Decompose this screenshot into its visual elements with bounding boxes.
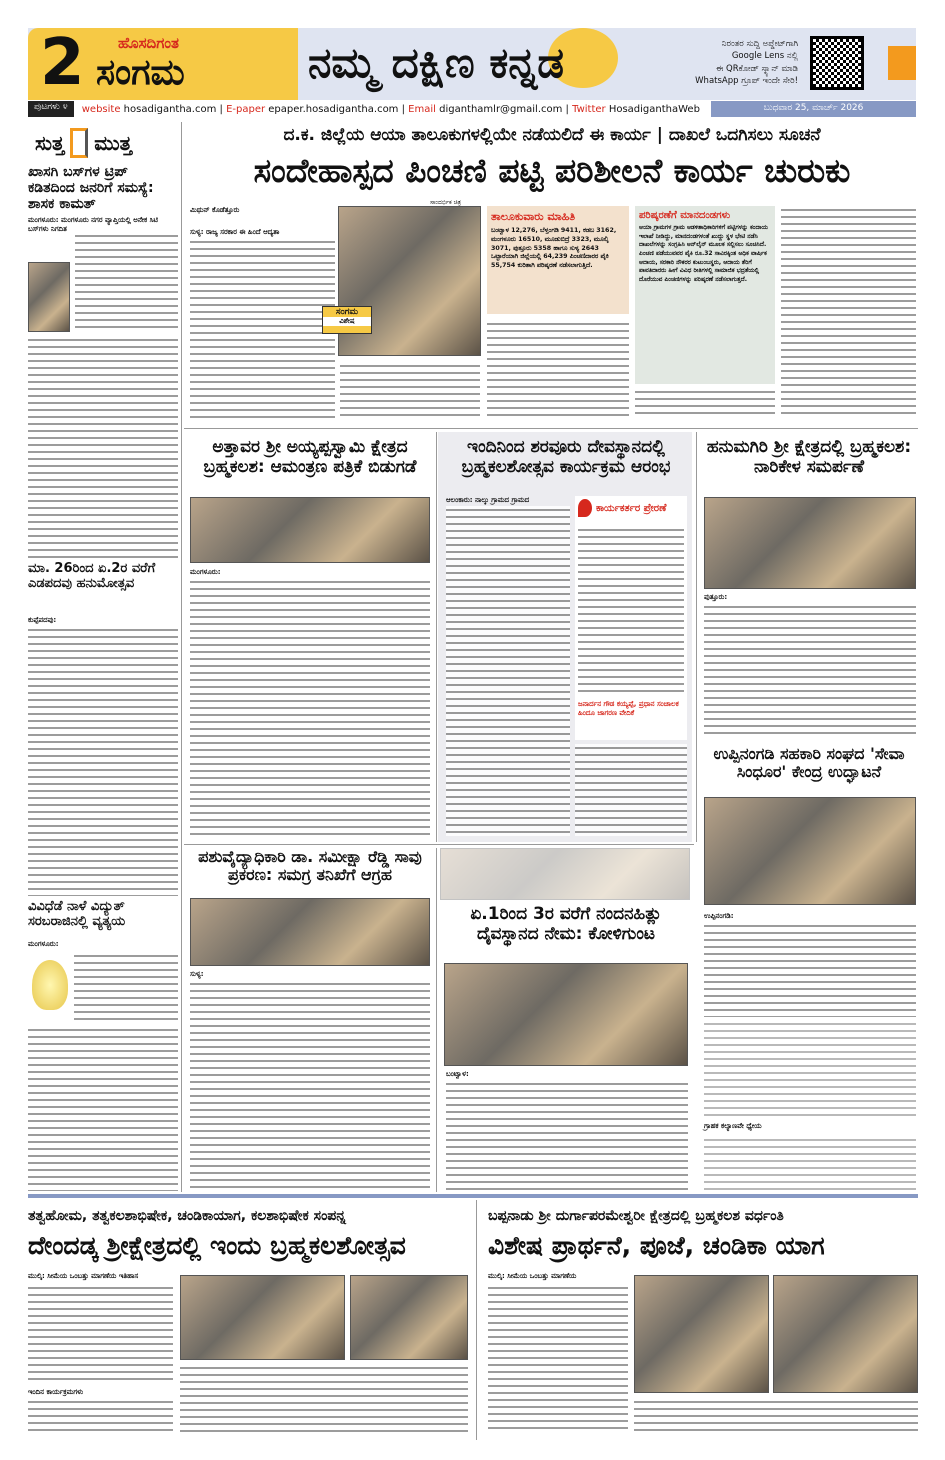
byline: ಮಿಥುನ್ ಕೊಡೆತ್ತೂರು	[190, 206, 240, 214]
headline: ವಿವಿಧೆಡೆ ನಾಳೆ ವಿದ್ಯುತ್ ಸರಬರಾಜಿನಲ್ಲಿ ವ್ಯತ್ಯಯ	[28, 899, 126, 929]
headline: ಪಶುವೈದ್ಯಾಧಿಕಾರಿ ಡಾ. ಸಮೀಕ್ಷಾ ರೆಡ್ಡಿ ಸಾವು ಪ್ರಕರಣ: ಸಮಗ್ರ ತನಿಖೆಗೆ ಆಗ್ರಹ	[198, 847, 422, 885]
column-title: ಸುತ್ತ ಮುತ್ತ	[35, 128, 132, 158]
brand-logo: ಹೊಸದಿಗಂತ	[118, 34, 179, 52]
window-icon	[70, 128, 88, 158]
qr-code[interactable]	[810, 36, 864, 90]
headline: ಉಪ್ಪಿನಂಗಡಿ ಸಹಕಾರಿ ಸಂಘದ 'ಸೇವಾ ಸಿಂಧೂರ' ಕೇಂದ್ರ ಉದ್ಘಾಟನೆ	[713, 744, 905, 782]
bappanadu-photo-2	[773, 1275, 918, 1393]
headline: ದೇಂದಡ್ಕ ಶ್ರೀಕ್ಷೇತ್ರದಲ್ಲಿ ಇಂದು ಬ್ರಹ್ಮಕಲಶೋತ್ಸವ	[28, 1231, 406, 1260]
page-number: 2	[40, 26, 85, 100]
inset-box: ಕಾರ್ಯಕರ್ತರ ಪ್ರೇರಣೆ ಜನಾರ್ದನ ಗೌಡ ಕಯ್ಯಪ್ಪೆ, ಪ್ರಧಾನ ಸಂಚಾಲಕ ಹಿಂದೂ ಜಾಗರಣ ವೇದಿಕೆ	[575, 496, 687, 740]
daivasthana-photo	[444, 963, 688, 1066]
drop-icon	[578, 499, 592, 517]
dendadka-photo-2	[350, 1275, 468, 1360]
headline-kicker: ಬಪ್ಪನಾಡು ಶ್ರೀ ದುರ್ಗಾಪರಮೇಶ್ವರೀ ಕ್ಷೇತ್ರದಲ್ಲಿ ಬ್ರಹ್ಮಕಲಶ ವರ್ಧಂತಿ	[488, 1208, 784, 1224]
bulb-icon	[32, 960, 68, 1010]
headline: ಮಾ. 26ರಿಂದ ಏ.2ರ ವರೆಗೆ ಎಡಪದವು ಹನುಮೋತ್ಸವ	[28, 561, 156, 591]
twitter-link[interactable]: HosadiganthaWeb	[608, 103, 700, 115]
lead-kicker: ದ.ಕ. ಜಿಲ್ಲೆಯ ಆಯಾ ತಾಲೂಕುಗಳಲ್ಲಿಯೇ ನಡೆಯಲಿದೆ ಈ ಕಾರ್ಯ | ದಾಖಲೆ ಒದಗಿಸಲು ಸೂಚನೆ	[283, 125, 821, 145]
headline: ಏ.1ರಿಂದ 3ರ ವರೆಗೆ ನಂದನಹಿತ್ಲು ದೈವಸ್ಥಾನದ ನೇಮ: ಕೋಳಿಗುಂಟ	[470, 904, 662, 944]
page-title: ನಮ್ಮ ದಕ್ಷಿಣ ಕನ್ನಡ	[308, 38, 565, 87]
invitation-release-photo	[190, 497, 430, 563]
info-strip: ಪುಟಗಳು ೪ website hosadigantha.com | E-paper epaper.hosadigantha.com | Email diganthamlr@gmail.com | Twitter HosadiganthaWeb ಬುಧವಾರ 25, ಮಾರ್ಚ್ 2026	[28, 101, 916, 117]
protest-photo	[190, 898, 430, 966]
masthead	[28, 28, 916, 100]
headline-kicker: ತತ್ವಹೋಮ, ತತ್ವಕಲಶಾಭಿಷೇಕ, ಚಂಡಿಕಾಯಾಗ, ಕಲಶಾಭಿಷೇಕ ಸಂಪನ್ನ	[28, 1208, 346, 1224]
headline: ಹನುಮಗಿರಿ ಶ್ರೀ ಕ್ಷೇತ್ರದಲ್ಲಿ ಬ್ರಹ್ಮಕಲಶ: ನಾರಿಕೇಳ ಸಮರ್ಪಣೆ	[706, 437, 912, 477]
headline: ಇಂದಿನಿಂದ ಶರವೂರು ದೇವಸ್ಥಾನದಲ್ಲಿ ಬ್ರಹ್ಮಕಲಶೋತ್ಸವ ಕಾರ್ಯಕ್ರಮ ಆರಂಭ	[461, 437, 671, 477]
section-name: ಸಂಗಮ	[96, 52, 185, 93]
taluk-info-box: ತಾಲೂಕುವಾರು ಮಾಹಿತಿ ಬಂಟ್ವಾಳ 12,276, ಬೆಳ್ತಂಗಡಿ 9411, ಕಡಬ 3162, ಮಂಗಳೂರು 16510, ಮೂಡುಬಿದ್ರೆ 3323, ಮೂಲ್ಕಿ 3071, ಪುತ್ತೂರು 5358 ಹಾಗೂ ಸುಳ್ಯ 2643 ಒಟ್ಟಾರೆಯಾಗಿ ಜಿಲ್ಲೆಯಲ್ಲಿ 64,239 ಪಿಂಚಣಿದಾರರ ಪೈಕಿ 55,754 ಕುರಿತಾಗಿ ಪರಿಷ್ಕರಣೆ ನಡೆಸಲಾಗುತ್ತಿದೆ.	[487, 206, 629, 314]
website-link[interactable]: hosadigantha.com	[123, 103, 217, 115]
qr-note: ನಿರಂತರ ಸುದ್ದಿ ಅಪ್ಡೇಟ್‌ಗಾಗಿ Google Lens ನಲ್ಲಿ ಈ QRಕೋಡ್ ಸ್ಕ್ಯಾನ್ ಮಾಡಿ WhatsApp ಗ್ರೂಪ್ ಇಂದೇ ಸೇರಿ!	[695, 39, 798, 86]
lead-headline: ಸಂದೇಹಾಸ್ಪದ ಪಿಂಚಣಿ ಪಟ್ಟಿ ಪರಿಶೀಲನೆ ಕಾರ್ಯ ಚುರುಕು	[253, 151, 851, 190]
uppinangadi-photo	[704, 797, 916, 905]
bappanadu-photo-1	[634, 1275, 769, 1393]
email-link[interactable]: diganthamlr@gmail.com	[439, 103, 563, 115]
headline: ವಿಶೇಷ ಪ್ರಾರ್ಥನೆ, ಪೂಜೆ, ಚಂಡಿಕಾ ಯಾಗ	[488, 1231, 825, 1260]
headline: ಅತ್ತಾವರ ಶ್ರೀ ಅಯ್ಯಪ್ಪಸ್ವಾಮಿ ಕ್ಷೇತ್ರದ ಬ್ರಹ್ಮಕಲಶ: ಆಮಂತ್ರಣ ಪತ್ರಿಕೆ ಬಿಡುಗಡೆ	[203, 437, 417, 477]
dendadka-photo-1	[180, 1275, 345, 1360]
hanumagiri-photo	[704, 497, 916, 589]
mla-photo	[28, 262, 70, 332]
date: ಬುಧವಾರ 25, ಮಾರ್ಚ್ 2026	[711, 101, 916, 117]
epaper-link[interactable]: epaper.hosadigantha.com	[268, 103, 399, 115]
headline: ಖಾಸಗಿ ಬಸ್‌ಗಳ ಟ್ರಿಪ್ ಕಡಿತದಿಂದ ಜನರಿಗೆ ಸಮಸ್ಯೆ: ಶಾಸಕ ಕಾಮತ್	[28, 164, 154, 213]
pages-label: ಪುಟಗಳು ೪	[28, 101, 74, 117]
special-badge: ಸಂಗಮ ವಿಶೇಷ	[322, 306, 372, 334]
criteria-box: ಪರಿಷ್ಕರಣೆಗೆ ಮಾನದಂಡಗಳು ಆಯಾ ಗ್ರಾಮಗಳ ಗ್ರಾಮ ಆಡಳಿತಾಧಿಕಾರಿಗಳಿಗೆ ಪಟ್ಟಿಗಳನ್ನು ಕಂದಾಯ ಇಲಾಖೆ ನೀಡಿದ್ದು, ಮಾನದಂಡಗಳಂತೆ ಖುದ್ದು ಸ್ಥಳ ಭೇಟಿ ನಡೆಸಿ ದಾಖಲೆಗಳನ್ನು ಸಂಗ್ರಹಿಸಿ ಆನ್‌ಲೈನ್ ಮೂಲಕ ಸಲ್ಲಿಸಲು ಸೂಚಿಸಿದೆ. ಪಿಂಚಣಿ ಪಡೆಯುವವರ ಪೈಕಿ ರೂ.32 ಸಾವಿರಕ್ಕಿಂತ ಅಧಿಕ ವಾರ್ಷಿಕ ಆದಾಯ, ಸರಕಾರಿ ನೌಕರರ ಕುಟುಂಬಸ್ಥರು, ಆದಾಯ ತೆರಿಗೆ ಪಾವತಿದಾರರು ಹೀಗೆ ವಿವಿಧ ರೀತಿಗಳಲ್ಲಿ ಸಾಮಾಜಿಕ ಭದ್ರತೆಯಲ್ಲಿ ದೊರೆಯುವ ಪಿಂಚಣಿಗಳನ್ನು ಪರಿಷ್ಕರಣೆ ನಡೆಸಲಾಗುತ್ತದೆ.	[635, 206, 775, 384]
subhead: ಗ್ರಾಹಕ ಕಲ್ಯಾಣವೇ ಧ್ಯೇಯ	[704, 1122, 762, 1130]
